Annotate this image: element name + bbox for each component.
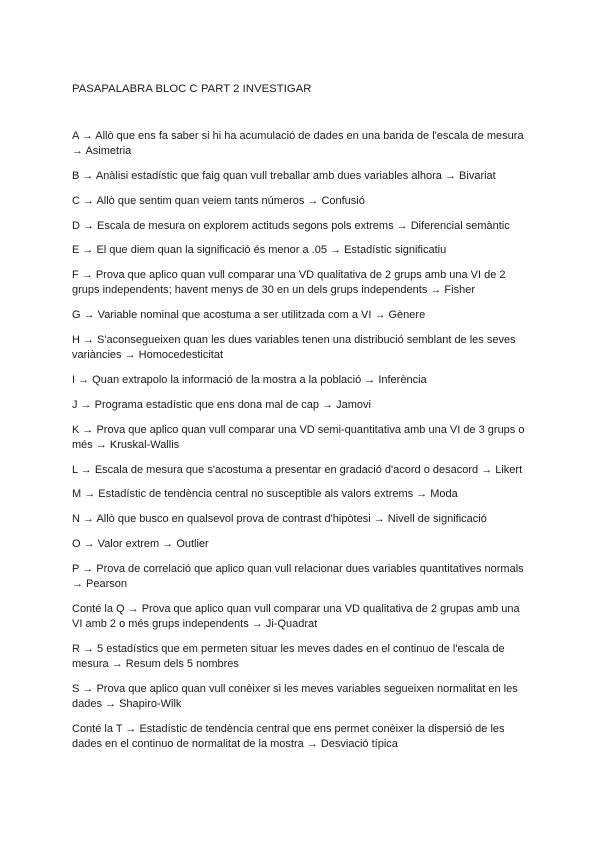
entry-r: R → 5 estadístics que em permeten situar les meves dades en el continuo de l'escala de mesura → Resum dels 5 nombres (72, 642, 505, 670)
entry-n: N → Allò que busco en qualsevol prova de contrast d'hipòtesi → Nivell de significació (72, 513, 487, 526)
document-title: PASAPALABRA BLOC C PART 2 INVESTIGAR (72, 83, 312, 95)
entry-h: H → S'aconsegueixen quan les dues variables tenen una distribució semblant de les seves variàncies → Homocedesticitat (72, 333, 516, 362)
entry-s: S → Prova que aplico quan vull conèixer si les meves variables segueixen normalitat en les dades → Shapiro-Wilk (72, 682, 518, 710)
entry-t: Conté la T → Estadístic de tendència central que ens permet conèixer la dispersió de les dades en el continuo de normalitat de la mostra → Desviació típica (72, 722, 505, 750)
entry-k: K → Prova que aplico quan vull comparar una VD semi-quantitativa amb una VI de 3 grups o més → Kruskal-Wallis (72, 423, 525, 451)
entry-e: E → El que diem quan la significació és menor a .05 → Estadístic significatiu (72, 244, 447, 257)
entry-i: I → Quan extrapolo la informació de la mostra a la població → Inferència (72, 373, 427, 386)
entry-j: J → Programa estadístic que ens dona mal de cap → Jamovi (72, 398, 371, 411)
entry-g: G → Variable nominal que acostuma a ser utilitzada com a VI → Gènere (72, 309, 426, 322)
entry-d: D → Escala de mesura on explorem actituds segons pols extrems → Diferencial semàntic (72, 219, 510, 232)
entry-list (72, 129, 530, 752)
entry-q: Conté la Q → Prova que aplico quan vull comparar una VD qualitativa de 2 grupas amb una VI amb 2 o més grups independents → Ji-Quadrat (72, 602, 520, 630)
entry-b: B → Anàlisi estadístic que faig quan vull treballar amb dues variables alhora → Bivariat (72, 170, 496, 182)
entry-p: P → Prova de correlació que aplico quan vull relacionar dues variables quantitatives normals → Pearson (72, 562, 524, 590)
entry-a: A → Allò que ens fa saber si hi ha acumulació de dades en una banda de l'escala de mesura → Asimetria (72, 130, 524, 158)
entry-f: F → Prova que aplico quan vull comparar una VD qualitativa de 2 grups amb una VI de 2 grups independents; havent menys de 30 en un dels grups independents → Fisher (72, 269, 506, 297)
entry-l: L → Escala de mesura que s'acostuma a presentar en gradació d'acord o desacord → Likert (72, 463, 523, 476)
entry-c: C → Allò que sentim quan veiem tants números → Confusió (72, 194, 365, 207)
entry-m: M → Estadístic de tendència central no susceptible als valors extrems → Moda (72, 488, 458, 501)
entry-o: O → Valor extrem → Outlier (72, 537, 209, 550)
